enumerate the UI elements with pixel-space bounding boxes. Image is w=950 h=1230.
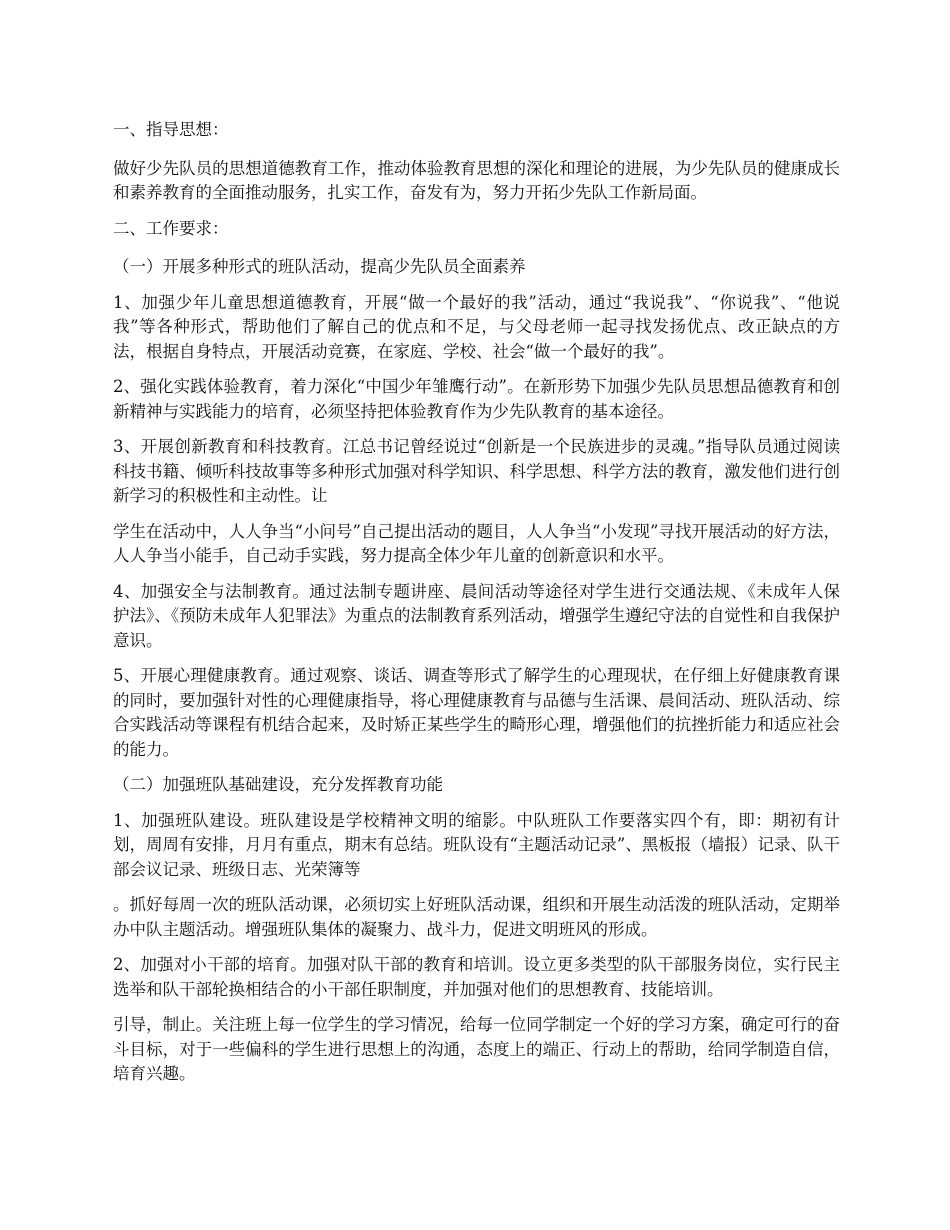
paragraph-guiding-thought: 做好少先队员的思想道德教育工作，推动体验教育思想的深化和理论的进展，为少先队员的健康成长和素养教育的全面推动服务，扎实工作，奋发有为，努力开拓少先队工作新局面。 [113,158,840,202]
paragraph-item-1: 1、加强少年儿童思想道德教育，开展“做一个最好的我”活动，通过“我说我”、“你说我”、“他说我”等各种形式，帮助他们了解自己的优点和不足，与父母老师一起寻找发扬优点、改正缺点的方法，根据自身特点，开展活动竞赛，在家庭、学校、社会“做一个最好的我”。 [113,292,840,361]
paragraph-team-item-2: 2、加强对小干部的培育。加强对队干部的教育和培训。设立更多类型的队干部服务岗位，实行民主选举和队干部轮换相结合的小干部任职制度，并加强对他们的思想教育、技能培训。 [113,955,840,999]
paragraph-item-5: 5、开展心理健康教育。通过观察、谈话、调查等形式了解学生的心理现状，在仔细上好健康教育课的同时，要加强针对性的心理健康指导，将心理健康教育与品德与生活课、晨间活动、班队活动、综合实践活动等课程有机结合起来，及时矫正某些学生的畸形心理，增强他们的抗挫折能力和适应社会的能力。 [113,666,840,759]
paragraph-item-4: 4、加强安全与法制教育。通过法制专题讲座、晨间活动等途径对学生进行交通法规、《未成年人保护法》、《预防未成年人犯罪法》为重点的法制教育系列活动，增强学生遵纪守法的自觉性和自我保护意识。 [113,581,840,650]
section-heading-work-requirements: 二、工作要求： [113,218,229,238]
subheading-team-building: （二）加强班队基础建设，充分发挥教育功能 [113,775,443,794]
paragraph-item-3-continued: 学生在活动中，人人争当“小问号”自己提出活动的题目，人人争当“小发现”寻找开展活动的好方法，人人争当小能手，自己动手实践，努力提高全体少年儿童的创新意识和水平。 [113,521,840,565]
paragraph-team-item-1-continued: 。抓好每周一次的班队活动课，必须切实上好班队活动课，组织和开展生动活泼的班队活动，定期举办中队主题活动。增强班队集体的凝聚力、战斗力，促进文明班风的形成。 [113,895,840,939]
section-heading-guiding-thought: 一、指导思想： [113,120,229,139]
paragraph-item-3: 3、开展创新教育和科技教育。江总书记曾经说过“创新是一个民族进步的灵魂。”指导队员通过阅读科技书籍、倾听科技故事等多种形式加强对科学知识、科学思想、科学方法的教育，激发他们进行创新学习的积极性和主动性。让 [113,437,840,505]
paragraph-item-2: 2、强化实践体验教育，着力深化“中国少年雏鹰行动”。在新形势下加强少先队员思想品德教育和创新精神与实践能力的培育，必须坚持把体验教育作为少先队教育的基本途径。 [113,377,840,421]
subheading-activities: （一）开展多种形式的班队活动，提高少先队员全面素养 [113,257,526,276]
paragraph-team-item-1: 1、加强班队建设。班队建设是学校精神文明的缩影。中队班队工作要落实四个有，即：期初有计划，周周有安排，月月有重点，期末有总结。班队设有“主题活动记录”、黑板报（墙报）记录、队干部会议记录、班级日志、光荣簿等 [113,810,840,879]
paragraph-team-item-2-continued: 引导，制止。关注班上每一位学生的学习情况，给每一位同学制定一个好的学习方案，确定可行的奋斗目标，对于一些偏科的学生进行思想上的沟通，态度上的端正、行动上的帮助，给同学制造自信，培育兴趣。 [113,1015,840,1083]
document-body [113,118,840,1098]
